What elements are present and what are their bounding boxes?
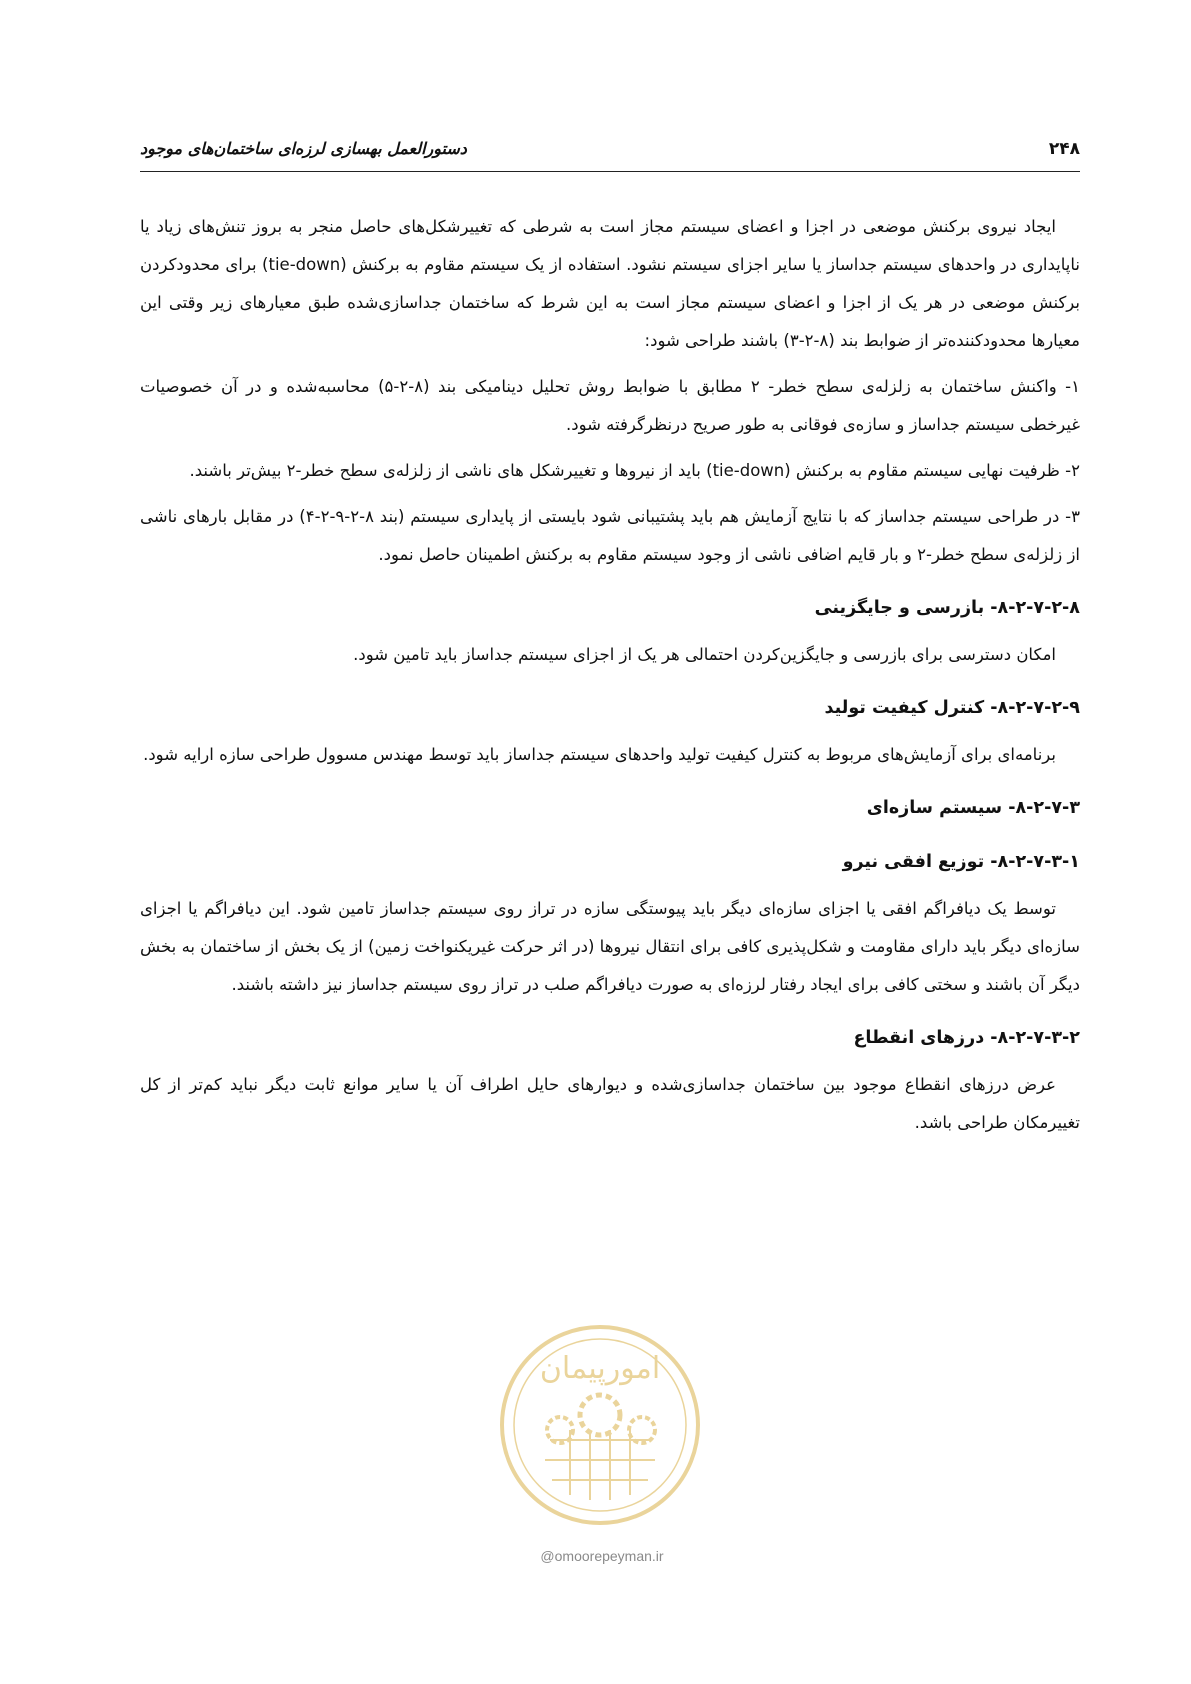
- list-item-2: ۲- ظرفیت نهایی سیستم مقاوم به برکنش (tie-down) باید از نیروها و تغییرشکل های ناشی از زلزله‌ی سطح خطر-۲ بیش‌تر باشند.: [189, 461, 1080, 480]
- paragraph-separation-joints: عرض درزهای انقطاع موجود بین ساختمان جداسازی‌شده و دیوارهای حایل اطراف آن یا سایر موانع ثابت دیگر نباید کم‌تر از کل تغییرمکان طراحی باشد.: [140, 1075, 1080, 1132]
- watermark-url: @omoorepeyman.ir: [540, 1548, 664, 1564]
- seal-logo-icon: [490, 1320, 710, 1530]
- running-title: دستورالعمل بهسازی لرزه‌ای ساختمان‌های موجود: [140, 139, 467, 158]
- paragraph-inspection: امکان دسترسی برای بازرسی و جایگزین‌کردن احتمالی هر یک از اجزای سیستم جداساز باید تامین شود.: [353, 645, 1056, 664]
- section-heading-structural-system: ۸-۲-۷-۳- سیستم سازه‌ای: [866, 798, 1080, 818]
- section-heading-separation-joints: ۸-۲-۷-۳-۲- درزهای انقطاع: [853, 1028, 1080, 1048]
- seal-text: امورپیمان: [539, 1351, 661, 1386]
- page-header: [140, 133, 1080, 173]
- section-heading-inspection: ۸-۲-۷-۲-۸- بازرسی و جایگزینی: [814, 598, 1080, 618]
- paragraph-uplift-intro: ایجاد نیروی برکنش موضعی در اجزا و اعضای سیستم مجاز است به شرطی که تغییرشکل‌های حاصل منجر به بروز تنش‌های زیاد یا ناپایداری در واحدهای سیستم جداساز یا سایر اجزای سیستم نشود. استفاده از یک سیستم مقاوم به برکنش (tie-down) برای محدودکردن برکنش موضعی در هر یک از اجزا و اعضای سیستم مجاز است به این شرط که ساختمان جداسازی‌شده طبق معیارهای زیر وقتی این معیارها محدودکننده‌تر از ضوابط بند (۸-۲-۳) باشند طراحی شود:: [140, 217, 1080, 350]
- list-item-3: ۳- در طراحی سیستم جداساز که با نتایج آزمایش هم باید پشتیبانی شود بایستی از پایداری سیستم (بند ۸-۲-۹-۲-۴) در مقابل بارهای ناشی از زلزله‌ی سطح خطر-۲ و بار قایم اضافی ناشی از وجود سیستم مقاوم به برکنش اطمینان حاصل نمود.: [140, 507, 1080, 564]
- header-divider: [140, 171, 1080, 172]
- list-item-1: ۱- واکنش ساختمان به زلزله‌ی سطح خطر- ۲ مطابق با ضوابط روش تحلیل دینامیکی بند (۸-۲-۵) محاسبه‌شده و در آن خصوصیات غیرخطی سیستم جداساز و سازه‌ی فوقانی به طور صریح درنظرگرفته شود.: [140, 377, 1080, 434]
- section-heading-horizontal-force: ۸-۲-۷-۳-۱- توزیع افقی نیرو: [842, 852, 1080, 872]
- document-body: [140, 208, 1080, 1150]
- paragraph-quality-control: برنامه‌ای برای آزمایش‌های مربوط به کنترل کیفیت تولید واحدهای سیستم جداساز باید توسط مهندس مسوول طراحی سازه ارایه شود.: [143, 745, 1056, 764]
- page-number: ۲۴۸: [1048, 139, 1080, 159]
- paragraph-horizontal-force: توسط یک دیافراگم افقی یا اجزای سازه‌ای دیگر باید پیوستگی سازه در تراز روی سیستم جداساز تامین شود. این دیافراگم یا اجزای سازه‌ای دیگر باید دارای مقاومت و شکل‌پذیری کافی برای انتقال نیروها (در اثر حرکت غیریکنواخت زمین) از یک بخش از ساختمان به بخش دیگر آن باشند و سختی کافی برای ایجاد رفتار لرزه‌ای به صورت دیافراگم صلب در تراز روی سیستم جداساز نیز داشته باشند.: [140, 899, 1080, 994]
- section-heading-quality-control: ۸-۲-۷-۲-۹- کنترل کیفیت تولید: [824, 698, 1080, 718]
